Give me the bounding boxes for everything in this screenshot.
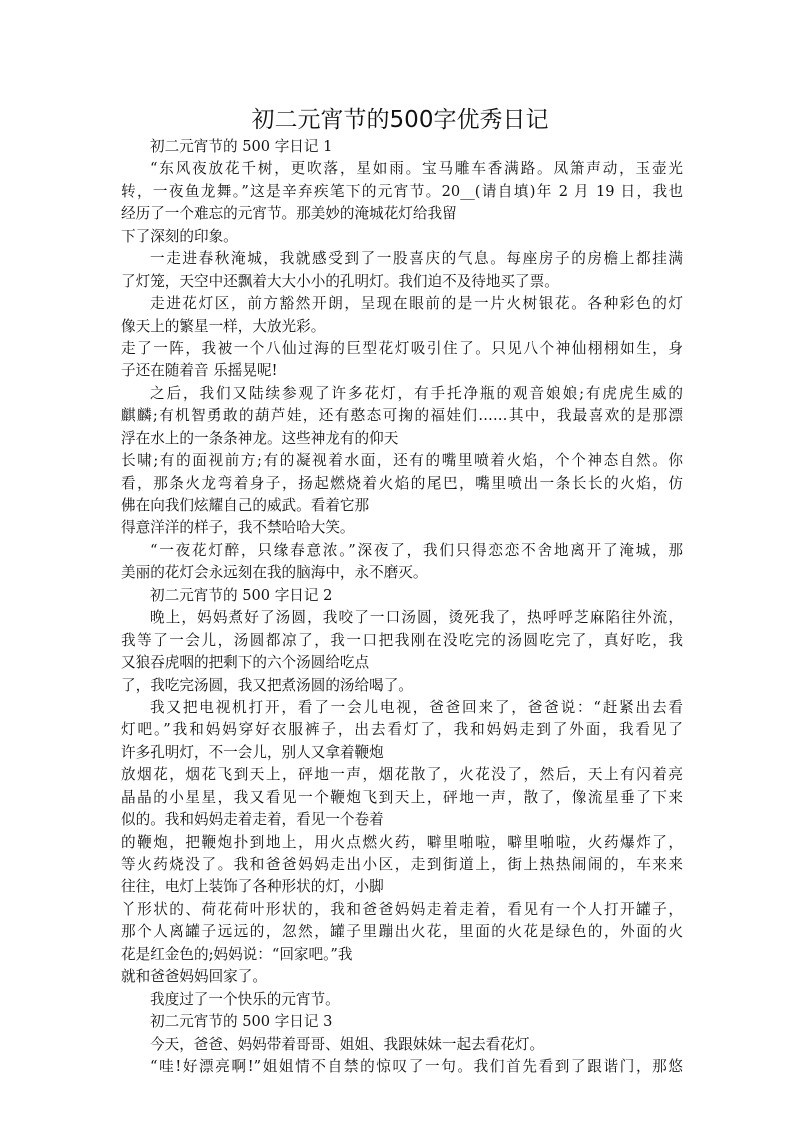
text-line: 长啸;有的面视前方;有的凝视着水面，还有的嘴里喷着火焰，个个神态自然。你 [121,452,683,470]
text-line: 许多孔明灯，不一会儿，别人又拿着鞭炮 [121,743,384,761]
text-line: 今天，爸爸、妈妈带着哥哥、姐姐、我跟妹妹一起去看花灯。 [150,1035,545,1053]
text-line: 经历了一个难忘的元宵节。那美妙的淹城花灯给我留 [121,205,457,223]
text-line: 之后，我们又陆续参观了许多花灯，有手托净瓶的观音娘娘;有虎虎生威的 [150,384,683,402]
text-line: 我又把电视机打开，看了一会儿电视，爸爸回来了，爸爸说：“赶紧出去看 [150,698,683,716]
text-line: 晚上，妈妈煮好了汤圆，我咬了一口汤圆，烫死我了，热呼呼芝麻陷往外流， [150,609,683,627]
text-line: 美丽的花灯会永远刻在我的脑海中，永不磨灭。 [121,564,428,582]
text-line: 的鞭炮，把鞭炮扑到地上，用火点燃火药，噼里啪啦，噼里啪啦，火药爆炸了， [121,833,683,851]
text-line: 一走进春秋淹城，我就感受到了一股喜庆的气息。每座房子的房檐上都挂满 [150,250,683,268]
text-line: 初二元宵节的 500 字日记 1 [150,138,333,155]
text-line: 晶晶的小星星，我又看见一个鞭炮飞到天上，砰地一声，散了，像流星垂了下来 [121,788,683,806]
text-line: “东风夜放花千树，更吹落，星如雨。宝马雕车香满路。凤箫声动，玉壶光 [150,160,683,178]
text-line: 初二元宵节的 500 字日记 2 [150,586,333,604]
text-line: 得意洋洋的样子，我不禁哈哈大笑。 [121,519,355,537]
text-line: 浮在水上的一条条神龙。这些神龙有的仰天 [121,429,399,447]
text-line: 又狼吞虎咽的把剩下的六个汤圆给吃点 [121,654,370,672]
text-line: 麒麟;有机智勇敢的葫芦娃，还有憨态可掬的福娃们……其中，我最喜欢的是那漂 [121,407,683,425]
text-line: 转，一夜鱼龙舞。”这是辛弃疾笔下的元宵节。20__(请自填)年 2 月 19 日，我也 [121,182,683,200]
text-line: 就和爸爸妈妈回家了。 [121,968,267,986]
text-line: 走进花灯区，前方豁然开朗，呈现在眼前的是一片火树银花。各种彩色的灯 [150,295,683,313]
text-line: 我度过了一个快乐的元宵节。 [150,990,340,1008]
text-line: 灯吧。”我和妈妈穿好衣服裤子，出去看灯了，我和妈妈走到了外面，我看见了 [121,721,683,739]
document-body [121,136,683,1078]
text-line: 等火药烧没了。我和爸爸妈妈走出小区，走到街道上，街上热热闹闹的，车来来 [121,856,683,873]
text-line: 丫形状的、荷花荷叶形状的，我和爸爸妈妈走着走着，看见有一个人打开罐子， [121,900,683,918]
text-line: 看，那条火龙弯着身子，扬起燃烧着火焰的尾巴，嘴里喷出一条长长的火焰，仿 [121,474,683,492]
text-line: 放烟花，烟花飞到天上，砰地一声，烟花散了，火花没了，然后，天上有闪着亮 [121,766,683,784]
text-line: 走了一阵，我被一个八仙过海的巨型花灯吸引住了。只见八个神仙栩栩如生，身 [121,339,683,357]
text-line: 佛在向我们炫耀自己的威武。看着它那 [121,497,370,514]
text-line: 似的。我和妈妈走着走着，看见一个卷着 [121,811,384,829]
text-line: 下了深刻的印象。 [121,227,238,245]
text-line: 我等了一会儿，汤圆都凉了，我一口把我刚在没吃完的汤圆吃完了，真好吃，我 [121,631,683,649]
text-line: 了灯笼，天空中还飘着大大小小的孔明灯。我们迫不及待地买了票。 [121,272,559,290]
text-line: “一夜花灯醉，只缘春意浓。”深夜了，我们只得恋恋不舍地离开了淹城，那 [150,541,683,559]
document-title: 初二元宵节的500字优秀日记 [251,107,549,133]
text-line: 那个人离罐子远远的，忽然，罐子里蹦出火花，里面的火花是绿色的，外面的火 [121,923,683,941]
text-line: “哇!好漂亮啊!”姐姐情不自禁的惊叹了一句。我们首先看到了跟谐门，那悠 [150,1057,683,1075]
text-line: 像天上的繁星一样，大放光彩。 [121,317,326,335]
text-line: 了，我吃完汤圆，我又把煮汤圆的汤给喝了。 [121,676,413,694]
text-line: 往往，电灯上装饰了各种形状的灯，小脚 [121,878,384,896]
text-line: 初二元宵节的 500 字日记 3 [150,1013,333,1031]
text-line: 花是红金色的;妈妈说：“回家吧。”我 [121,945,353,963]
text-line: 子还在随着音 乐摇晃呢! [121,362,278,380]
